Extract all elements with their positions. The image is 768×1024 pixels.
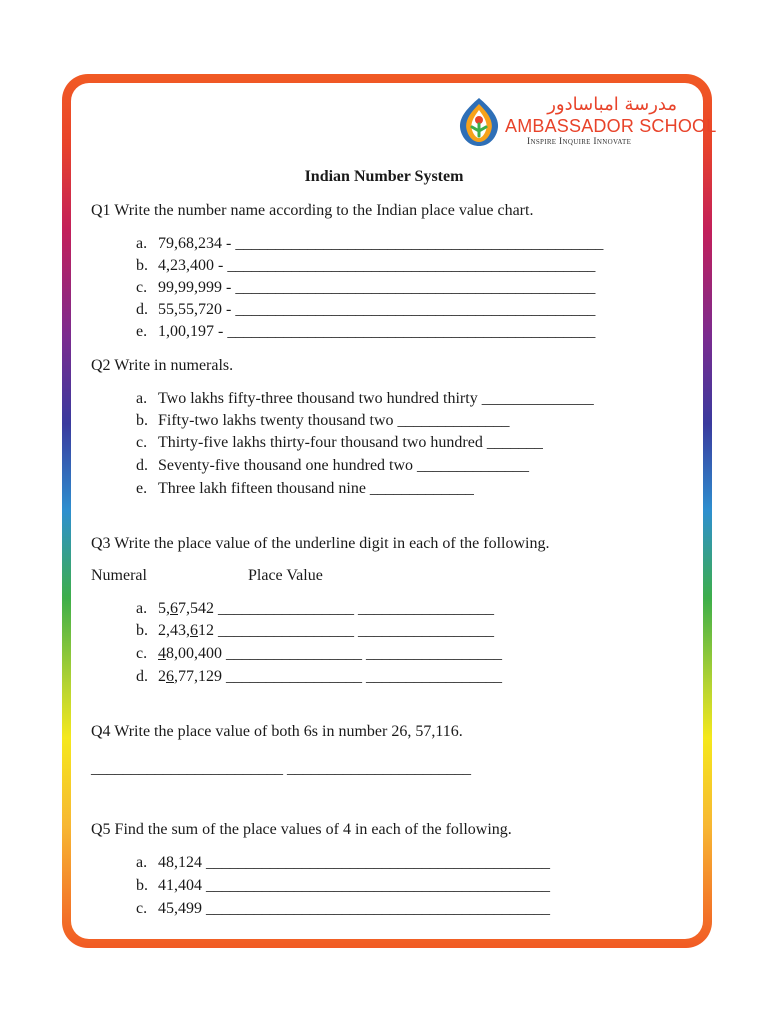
q4-answer-line: ________________________ _______________________ (91, 760, 471, 777)
q3-item: a. 5,67,542 _________________ _________________ (136, 600, 494, 617)
q2-prompt: Q2 Write in numerals. (91, 357, 234, 374)
q4-prompt: Q4 Write the place value of both 6s in number 26, 57,116. (91, 723, 463, 740)
q1-item: e. 1,00,197 - ______________________________________________ (136, 323, 596, 340)
q3-prompt: Q3 Write the place value of the underline digit in each of the following. (91, 535, 550, 552)
q5-item: a. 48,124 ___________________________________________ (136, 854, 550, 871)
logo-school-name: AMBASSADOR SCHOOL (505, 116, 717, 136)
q3-item: c. 48,00,400 _________________ _________________ (136, 645, 502, 662)
q1-item: a. 79,68,234 - ______________________________________________ (136, 235, 604, 252)
school-logo (455, 94, 717, 152)
q1-item: c. 99,99,999 - _____________________________________________ (136, 279, 596, 296)
underlined-digit: 4 (158, 645, 166, 662)
q2-item: d. Seventy-five thousand one hundred two ______________ (136, 457, 530, 474)
q1-item: b. 4,23,400 - ______________________________________________ (136, 257, 596, 274)
logo-tagline: Inspire Inquire Innovate (527, 137, 632, 147)
q3-item: b. 2,43,612 _________________ _________________ (136, 622, 494, 639)
q3-item: d. 26,77,129 _________________ _________________ (136, 668, 502, 685)
underlined-digit: 6 (190, 622, 198, 639)
q2-item: b. Fifty-two lakhs twenty thousand two ______________ (136, 412, 510, 429)
q2-item: a. Two lakhs fifty-three thousand two hundred thirty ______________ (136, 390, 594, 407)
q5-prompt: Q5 Find the sum of the place values of 4 in each of the following. (91, 821, 512, 838)
logo-arabic-name: مدرسة امباسادور (547, 94, 677, 115)
worksheet-title: Indian Number System (304, 168, 464, 185)
underlined-digit: 6 (166, 668, 174, 685)
place-value-column-header: Place Value (248, 567, 323, 584)
q2-item: e. Three lakh fifteen thousand nine _____________ (136, 480, 474, 497)
q5-item: b. 41,404 ___________________________________________ (136, 877, 550, 894)
q1-item: d. 55,55,720 - _____________________________________________ (136, 301, 596, 318)
school-flame-logo-icon (455, 96, 503, 148)
q2-item: c. Thirty-five lakhs thirty-four thousand two hundred _______ (136, 434, 543, 451)
underlined-digit: 6 (170, 600, 178, 617)
numeral-column-header: Numeral (91, 567, 147, 584)
q5-item: c. 45,499 ___________________________________________ (136, 900, 550, 917)
q1-prompt: Q1 Write the number name according to the Indian place value chart. (91, 202, 534, 219)
